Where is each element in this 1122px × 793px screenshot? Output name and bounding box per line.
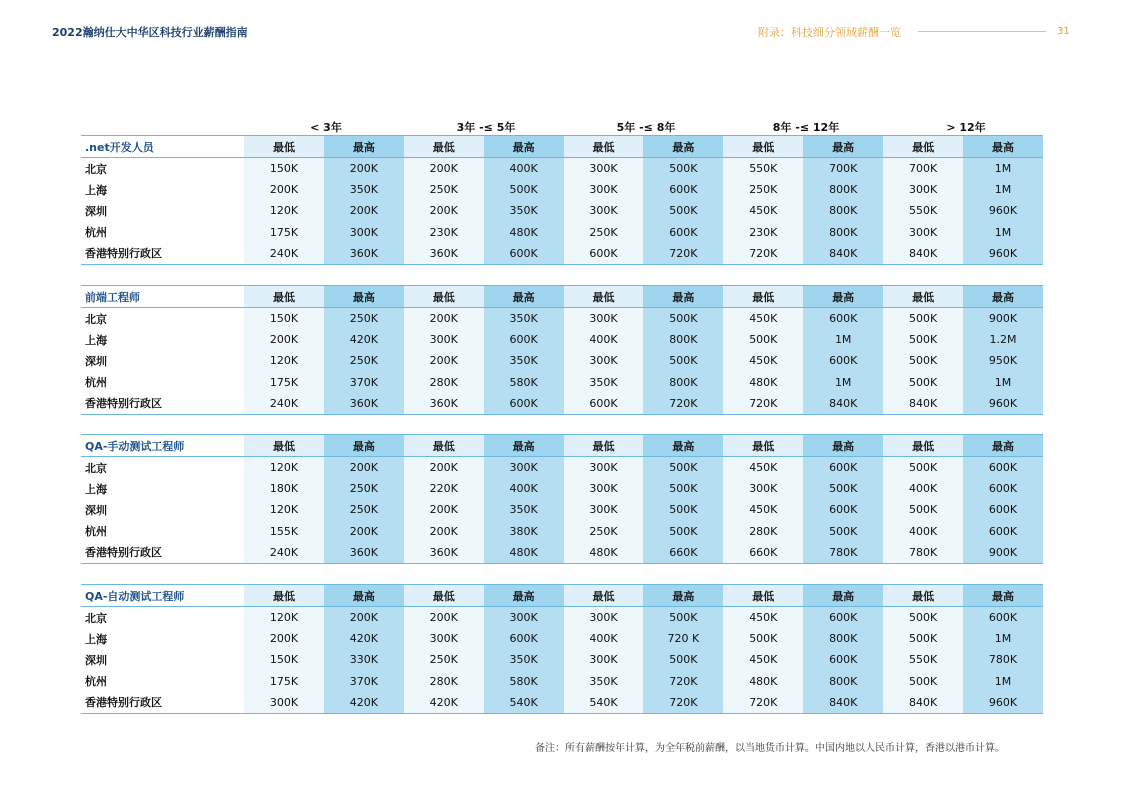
salary-high-cell: 360K <box>324 393 404 415</box>
salary-low-cell: 400K <box>564 628 644 649</box>
salary-low-cell: 230K <box>723 222 803 243</box>
table-row <box>81 478 1043 499</box>
col-header-low: 最低 <box>564 286 644 308</box>
salary-high-cell: 800K <box>643 329 723 350</box>
col-header-high: 最高 <box>963 286 1043 308</box>
salary-low-cell: 300K <box>564 607 644 629</box>
table-row <box>81 692 1043 714</box>
band-label-5to8: 5年 -≤ 8年 <box>616 121 676 134</box>
salary-high-cell: 600K <box>963 499 1043 520</box>
col-header-high: 最高 <box>803 286 883 308</box>
salary-high-cell: 380K <box>484 521 564 542</box>
city-label: 深圳 <box>81 499 244 520</box>
salary-low-cell: 500K <box>883 671 963 692</box>
col-header-high: 最高 <box>643 585 723 607</box>
salary-high-cell: 200K <box>324 158 404 180</box>
salary-low-cell: 720K <box>723 393 803 415</box>
salary-high-cell: 580K <box>484 671 564 692</box>
salary-low-cell: 120K <box>244 607 324 629</box>
salary-table <box>81 584 1043 714</box>
salary-low-cell: 500K <box>883 607 963 629</box>
salary-high-cell: 500K <box>643 478 723 499</box>
table-row <box>81 350 1043 371</box>
report-title: 2022瀚纳仕大中华区科技行业薪酬指南 <box>52 26 248 39</box>
col-header-high: 最高 <box>803 435 883 457</box>
salary-high-cell: 1M <box>963 179 1043 200</box>
salary-low-cell: 300K <box>564 350 644 371</box>
salary-low-cell: 150K <box>244 158 324 180</box>
table-row <box>81 179 1043 200</box>
col-header-high: 最高 <box>963 435 1043 457</box>
salary-low-cell: 500K <box>883 308 963 330</box>
table-row <box>81 628 1043 649</box>
salary-high-cell: 480K <box>484 542 564 564</box>
col-header-low: 最低 <box>883 286 963 308</box>
col-header-high: 最高 <box>643 286 723 308</box>
table-row <box>81 372 1043 393</box>
salary-low-cell: 175K <box>244 222 324 243</box>
salary-low-cell: 780K <box>883 542 963 564</box>
salary-low-cell: 300K <box>883 222 963 243</box>
salary-low-cell: 350K <box>564 372 644 393</box>
salary-high-cell: 200K <box>324 457 404 479</box>
salary-low-cell: 300K <box>723 478 803 499</box>
salary-low-cell: 200K <box>404 350 484 371</box>
salary-low-cell: 200K <box>244 179 324 200</box>
table-title: QA-自动测试工程师 <box>85 589 185 603</box>
salary-high-cell: 300K <box>484 457 564 479</box>
salary-high-cell: 600K <box>803 457 883 479</box>
salary-low-cell: 350K <box>564 671 644 692</box>
salary-high-cell: 600K <box>484 393 564 415</box>
salary-low-cell: 480K <box>723 372 803 393</box>
salary-high-cell: 720K <box>643 692 723 714</box>
salary-high-cell: 540K <box>484 692 564 714</box>
salary-high-cell: 500K <box>643 350 723 371</box>
salary-low-cell: 500K <box>883 350 963 371</box>
salary-high-cell: 720K <box>643 393 723 415</box>
band-label-lt3: < 3年 <box>310 121 342 134</box>
col-header-low: 最低 <box>883 136 963 158</box>
salary-low-cell: 120K <box>244 499 324 520</box>
city-label: 深圳 <box>81 200 244 221</box>
salary-high-cell: 1M <box>963 222 1043 243</box>
salary-high-cell: 250K <box>324 350 404 371</box>
salary-low-cell: 300K <box>564 308 644 330</box>
salary-low-cell: 500K <box>883 457 963 479</box>
salary-high-cell: 800K <box>643 372 723 393</box>
col-header-high: 最高 <box>324 136 404 158</box>
salary-high-cell: 600K <box>803 649 883 670</box>
salary-low-cell: 300K <box>883 179 963 200</box>
salary-high-cell: 840K <box>803 692 883 714</box>
salary-low-cell: 175K <box>244 372 324 393</box>
salary-low-cell: 200K <box>244 329 324 350</box>
salary-table <box>81 285 1043 415</box>
salary-high-cell: 600K <box>803 607 883 629</box>
salary-low-cell: 400K <box>883 521 963 542</box>
salary-high-cell: 360K <box>324 243 404 265</box>
salary-high-cell: 350K <box>484 350 564 371</box>
salary-low-cell: 840K <box>883 692 963 714</box>
salary-high-cell: 800K <box>803 628 883 649</box>
salary-high-cell: 500K <box>643 457 723 479</box>
salary-high-cell: 330K <box>324 649 404 670</box>
city-label: 杭州 <box>81 372 244 393</box>
salary-low-cell: 300K <box>564 200 644 221</box>
salary-high-cell: 350K <box>484 200 564 221</box>
salary-low-cell: 240K <box>244 393 324 415</box>
salary-low-cell: 240K <box>244 542 324 564</box>
salary-low-cell: 550K <box>883 649 963 670</box>
salary-high-cell: 580K <box>484 372 564 393</box>
salary-high-cell: 350K <box>324 179 404 200</box>
salary-low-cell: 450K <box>723 607 803 629</box>
city-label: 深圳 <box>81 649 244 670</box>
salary-high-cell: 300K <box>324 222 404 243</box>
salary-high-cell: 250K <box>324 499 404 520</box>
salary-high-cell: 600K <box>643 222 723 243</box>
page-number: 31 <box>1057 26 1070 37</box>
salary-high-cell: 420K <box>324 628 404 649</box>
salary-high-cell: 700K <box>803 158 883 180</box>
salary-high-cell: 370K <box>324 671 404 692</box>
salary-low-cell: 600K <box>564 393 644 415</box>
col-header-low: 最低 <box>404 585 484 607</box>
table-row <box>81 499 1043 520</box>
salary-low-cell: 300K <box>404 628 484 649</box>
city-label: 北京 <box>81 158 244 180</box>
salary-low-cell: 300K <box>564 649 644 670</box>
salary-high-cell: 350K <box>484 308 564 330</box>
table-title: .net开发人员 <box>85 140 154 154</box>
band-label-8to12: 8年 -≤ 12年 <box>772 121 840 134</box>
col-header-high: 最高 <box>803 136 883 158</box>
salary-high-cell: 500K <box>643 308 723 330</box>
col-header-low: 最低 <box>244 435 324 457</box>
salary-low-cell: 600K <box>564 243 644 265</box>
salary-low-cell: 280K <box>404 372 484 393</box>
salary-low-cell: 300K <box>564 478 644 499</box>
col-header-low: 最低 <box>564 585 644 607</box>
city-label: 上海 <box>81 179 244 200</box>
salary-low-cell: 200K <box>244 628 324 649</box>
band-label-3to5: 3年 -≤ 5年 <box>456 121 516 134</box>
salary-high-cell: 840K <box>803 393 883 415</box>
col-header-low: 最低 <box>564 435 644 457</box>
col-header-low: 最低 <box>404 435 484 457</box>
salary-low-cell: 300K <box>564 158 644 180</box>
experience-band-header <box>81 120 1043 135</box>
col-header-high: 最高 <box>963 585 1043 607</box>
salary-high-cell: 600K <box>963 521 1043 542</box>
salary-low-cell: 150K <box>244 308 324 330</box>
salary-low-cell: 200K <box>404 521 484 542</box>
salary-high-cell: 500K <box>803 521 883 542</box>
salary-high-cell: 480K <box>484 222 564 243</box>
col-header-low: 最低 <box>883 585 963 607</box>
salary-high-cell: 660K <box>643 542 723 564</box>
city-label: 香港特别行政区 <box>81 542 244 564</box>
salary-low-cell: 300K <box>564 499 644 520</box>
salary-high-cell: 500K <box>484 179 564 200</box>
salary-low-cell: 450K <box>723 457 803 479</box>
table-row <box>81 649 1043 670</box>
salary-low-cell: 500K <box>723 628 803 649</box>
col-header-low: 最低 <box>883 435 963 457</box>
col-header-high: 最高 <box>484 585 564 607</box>
col-header-low: 最低 <box>723 585 803 607</box>
salary-high-cell: 250K <box>324 478 404 499</box>
salary-low-cell: 155K <box>244 521 324 542</box>
salary-low-cell: 300K <box>404 329 484 350</box>
table-row <box>81 542 1043 564</box>
city-label: 杭州 <box>81 222 244 243</box>
salary-low-cell: 720K <box>723 243 803 265</box>
table-row <box>81 671 1043 692</box>
salary-low-cell: 840K <box>883 393 963 415</box>
salary-high-cell: 1M <box>803 372 883 393</box>
salary-low-cell: 280K <box>404 671 484 692</box>
salary-high-cell: 950K <box>963 350 1043 371</box>
table-row <box>81 308 1043 330</box>
salary-low-cell: 200K <box>404 158 484 180</box>
col-header-high: 最高 <box>643 435 723 457</box>
salary-low-cell: 400K <box>883 478 963 499</box>
salary-low-cell: 360K <box>404 393 484 415</box>
city-label: 杭州 <box>81 671 244 692</box>
salary-high-cell: 1M <box>963 158 1043 180</box>
salary-low-cell: 660K <box>723 542 803 564</box>
salary-high-cell: 800K <box>803 200 883 221</box>
salary-high-cell: 370K <box>324 372 404 393</box>
salary-low-cell: 150K <box>244 649 324 670</box>
salary-high-cell: 350K <box>484 649 564 670</box>
salary-low-cell: 280K <box>723 521 803 542</box>
salary-low-cell: 220K <box>404 478 484 499</box>
salary-low-cell: 500K <box>883 499 963 520</box>
salary-low-cell: 250K <box>564 222 644 243</box>
salary-high-cell: 600K <box>643 179 723 200</box>
table-row <box>81 393 1043 415</box>
city-label: 上海 <box>81 628 244 649</box>
salary-high-cell: 500K <box>643 521 723 542</box>
salary-low-cell: 200K <box>404 308 484 330</box>
salary-low-cell: 450K <box>723 499 803 520</box>
salary-low-cell: 250K <box>404 179 484 200</box>
col-header-high: 最高 <box>484 435 564 457</box>
salary-low-cell: 120K <box>244 350 324 371</box>
salary-high-cell: 780K <box>803 542 883 564</box>
city-label: 北京 <box>81 308 244 330</box>
salary-low-cell: 500K <box>883 628 963 649</box>
table-title: QA-手动测试工程师 <box>85 439 185 453</box>
salary-low-cell: 240K <box>244 243 324 265</box>
table-row <box>81 457 1043 479</box>
salary-high-cell: 1M <box>803 329 883 350</box>
salary-high-cell: 600K <box>963 607 1043 629</box>
table-row <box>81 222 1043 243</box>
table-row <box>81 200 1043 221</box>
col-header-low: 最低 <box>244 585 324 607</box>
salary-low-cell: 550K <box>883 200 963 221</box>
salary-high-cell: 400K <box>484 158 564 180</box>
salary-high-cell: 600K <box>803 499 883 520</box>
salary-high-cell: 500K <box>643 649 723 670</box>
salary-low-cell: 360K <box>404 542 484 564</box>
salary-low-cell: 420K <box>404 692 484 714</box>
city-label: 香港特别行政区 <box>81 243 244 265</box>
col-header-high: 最高 <box>324 286 404 308</box>
salary-high-cell: 1.2M <box>963 329 1043 350</box>
salary-low-cell: 360K <box>404 243 484 265</box>
city-label: 上海 <box>81 478 244 499</box>
salary-low-cell: 840K <box>883 243 963 265</box>
salary-high-cell: 840K <box>803 243 883 265</box>
col-header-low: 最低 <box>564 136 644 158</box>
salary-high-cell: 500K <box>643 200 723 221</box>
city-label: 北京 <box>81 607 244 629</box>
city-label: 北京 <box>81 457 244 479</box>
salary-high-cell: 200K <box>324 200 404 221</box>
salary-high-cell: 600K <box>963 457 1043 479</box>
salary-high-cell: 200K <box>324 607 404 629</box>
salary-low-cell: 120K <box>244 457 324 479</box>
col-header-high: 最高 <box>484 286 564 308</box>
salary-low-cell: 550K <box>723 158 803 180</box>
col-header-high: 最高 <box>963 136 1043 158</box>
salary-low-cell: 180K <box>244 478 324 499</box>
salary-high-cell: 500K <box>643 499 723 520</box>
salary-high-cell: 800K <box>803 179 883 200</box>
salary-high-cell: 600K <box>803 308 883 330</box>
salary-low-cell: 450K <box>723 308 803 330</box>
col-header-high: 最高 <box>643 136 723 158</box>
salary-high-cell: 780K <box>963 649 1043 670</box>
city-label: 上海 <box>81 329 244 350</box>
salary-low-cell: 200K <box>404 499 484 520</box>
salary-high-cell: 960K <box>963 243 1043 265</box>
salary-high-cell: 600K <box>484 243 564 265</box>
salary-high-cell: 720 K <box>643 628 723 649</box>
header-divider <box>918 31 1046 32</box>
salary-low-cell: 250K <box>723 179 803 200</box>
salary-high-cell: 960K <box>963 692 1043 714</box>
salary-high-cell: 1M <box>963 372 1043 393</box>
salary-low-cell: 480K <box>564 542 644 564</box>
salary-high-cell: 200K <box>324 521 404 542</box>
col-header-low: 最低 <box>244 286 324 308</box>
salary-high-cell: 800K <box>803 222 883 243</box>
footnote: 备注：所有薪酬按年计算，为全年税前薪酬，以当地货币计算。中国内地以人民币计算，香港以港币计算。 <box>535 743 1005 754</box>
salary-low-cell: 200K <box>404 607 484 629</box>
salary-high-cell: 600K <box>803 350 883 371</box>
salary-high-cell: 900K <box>963 308 1043 330</box>
salary-low-cell: 175K <box>244 671 324 692</box>
salary-table <box>81 434 1043 564</box>
salary-low-cell: 450K <box>723 649 803 670</box>
salary-high-cell: 720K <box>643 671 723 692</box>
section-title: 附录：科技细分领域薪酬一览 <box>758 26 901 39</box>
salary-high-cell: 960K <box>963 200 1043 221</box>
salary-low-cell: 200K <box>404 200 484 221</box>
salary-table <box>81 135 1043 265</box>
table-title: 前端工程师 <box>85 290 140 304</box>
salary-high-cell: 420K <box>324 692 404 714</box>
col-header-high: 最高 <box>803 585 883 607</box>
salary-low-cell: 500K <box>883 372 963 393</box>
salary-low-cell: 480K <box>723 671 803 692</box>
table-row <box>81 329 1043 350</box>
city-label: 深圳 <box>81 350 244 371</box>
salary-high-cell: 1M <box>963 671 1043 692</box>
city-label: 香港特别行政区 <box>81 692 244 714</box>
salary-high-cell: 600K <box>484 628 564 649</box>
salary-high-cell: 420K <box>324 329 404 350</box>
salary-low-cell: 500K <box>883 329 963 350</box>
salary-high-cell: 720K <box>643 243 723 265</box>
col-header-low: 最低 <box>723 136 803 158</box>
col-header-low: 最低 <box>723 286 803 308</box>
col-header-low: 最低 <box>244 136 324 158</box>
salary-high-cell: 250K <box>324 308 404 330</box>
salary-high-cell: 600K <box>963 478 1043 499</box>
salary-low-cell: 700K <box>883 158 963 180</box>
col-header-low: 最低 <box>723 435 803 457</box>
salary-high-cell: 350K <box>484 499 564 520</box>
salary-low-cell: 230K <box>404 222 484 243</box>
salary-high-cell: 800K <box>803 671 883 692</box>
table-row <box>81 607 1043 629</box>
col-header-high: 最高 <box>484 136 564 158</box>
band-label-gt12: > 12年 <box>946 121 986 134</box>
salary-low-cell: 300K <box>564 179 644 200</box>
salary-low-cell: 720K <box>723 692 803 714</box>
city-label: 杭州 <box>81 521 244 542</box>
salary-low-cell: 500K <box>723 329 803 350</box>
col-header-low: 最低 <box>404 286 484 308</box>
salary-low-cell: 400K <box>564 329 644 350</box>
salary-high-cell: 500K <box>643 607 723 629</box>
salary-low-cell: 450K <box>723 200 803 221</box>
salary-low-cell: 250K <box>404 649 484 670</box>
salary-low-cell: 450K <box>723 350 803 371</box>
col-header-high: 最高 <box>324 435 404 457</box>
salary-high-cell: 500K <box>643 158 723 180</box>
table-row <box>81 521 1043 542</box>
col-header-low: 最低 <box>404 136 484 158</box>
salary-low-cell: 300K <box>564 457 644 479</box>
salary-high-cell: 300K <box>484 607 564 629</box>
city-label: 香港特别行政区 <box>81 393 244 415</box>
salary-high-cell: 500K <box>803 478 883 499</box>
salary-low-cell: 540K <box>564 692 644 714</box>
salary-high-cell: 1M <box>963 628 1043 649</box>
salary-low-cell: 120K <box>244 200 324 221</box>
salary-low-cell: 300K <box>244 692 324 714</box>
salary-low-cell: 200K <box>404 457 484 479</box>
col-header-high: 最高 <box>324 585 404 607</box>
salary-low-cell: 250K <box>564 521 644 542</box>
table-row <box>81 158 1043 180</box>
salary-high-cell: 360K <box>324 542 404 564</box>
salary-high-cell: 900K <box>963 542 1043 564</box>
table-row <box>81 243 1043 265</box>
salary-high-cell: 600K <box>484 329 564 350</box>
salary-high-cell: 400K <box>484 478 564 499</box>
salary-high-cell: 960K <box>963 393 1043 415</box>
